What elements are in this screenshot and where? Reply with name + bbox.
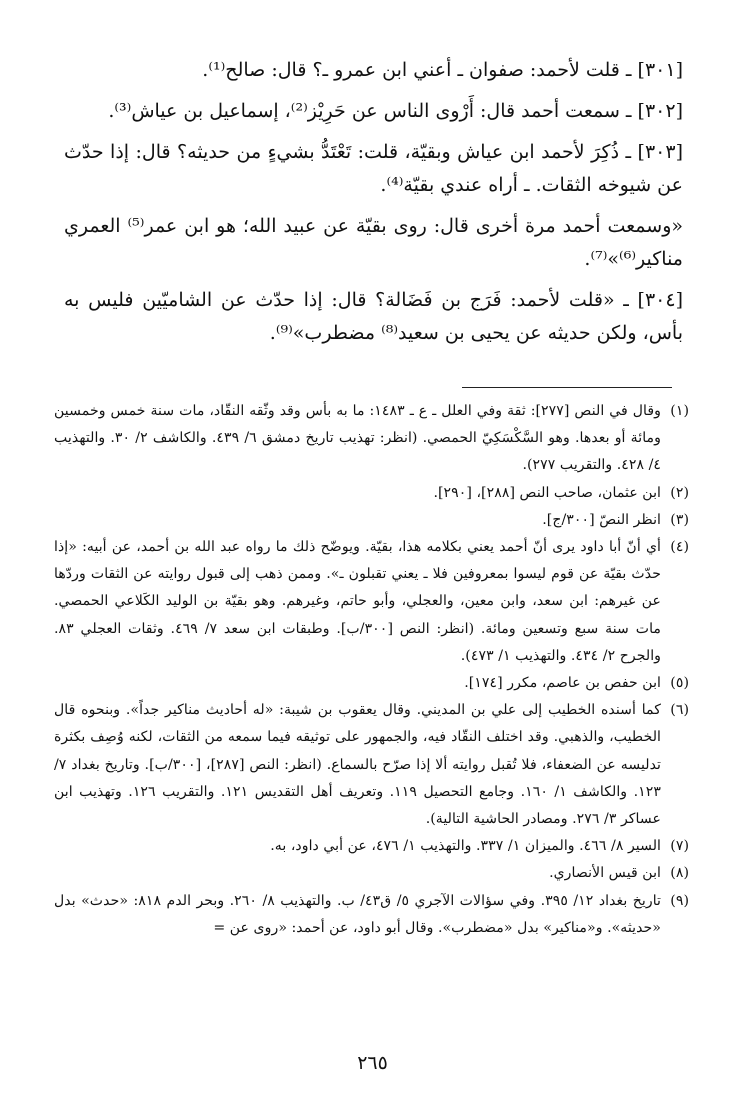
paragraph-301: [٣٠١] ـ قلت لأحمد: صفوان ـ أعني ابن عمرو ـ؟ قال: صالح⁽¹⁾. [202,59,683,81]
footnote-text: تاريخ بغداد ١٢/ ٣٩٥. وفي سؤالات الآجري ٥/ ق٤٣/ ب. والتهذيب ٨/ ٢٦٠. وبحر الدم ٨١٨: «حدث» بدل «حديثه». و«مناكير» بدل «مضطرب». وقال أبو داود، عن أحمد: «روى عن = [54,892,661,936]
footnote-3 [54,507,689,534]
footnote-text: ابن عثمان، صاحب النص [٢٨٨]، [٢٩٠]. [433,484,661,501]
footnote-9 [54,888,689,942]
footnote-text: السير ٨/ ٤٦٦. والميزان ١/ ٣٣٧. والتهذيب ١/ ٤٧٦، عن أبي داود، به. [270,838,661,855]
page-number: ٢٦٥ [357,1052,388,1074]
footnote-number: (١) [670,403,689,419]
footnote-text: أي أنّ أبا داود يرى أنّ أحمد يعني بكلامه هذا، بقيّة. ويوضّح ذلك ما رواه عبد الله بن أحمد، عن أبيه: «إذا حدّث بقيّة عن قوم ليسوا بمعروفين فلا ـ يعني تقبلون ـ». وممن ذهب إلى قبول روايته عن الثقات وردّها عن غيرهم: ابن سعد، وابن معين، والعجلي، وأبو حاتم، وغيرهم. وهو بقيّة بن الوليد الكَلاعي الحمصي. مات سنة سبع وتسعين ومائة. (انظر: النص [٣٠٠/ب]. وطبقات ابن سعد ٧/ ٤٦٩. وثقات العجلي ٨٣. والجرح ٢/ ٤٣٤. والتهذيب ١/ ٤٧٣). [54,539,661,664]
footnote-text: ابن حفص بن عاصم، مكرر [١٧٤]. [464,675,661,692]
footnote-number: (٤) [670,539,689,556]
footnote-5 [54,670,689,697]
footnote-text: وقال في النص [٢٧٧]: ثقة وفي العلل ـ ع ـ ١٤٨٣: ما به بأس وقد وثّقه النقّاد، مات سنة خمس وخمسين ومائة أو بعدها. وهو السَّكْسَكِيّ الحمصي. (انظر: تهذيب تاريخ دمشق ٦/ ٤٣٩. والكاشف ٢/ ٣٠. والتهذيب ٤/ ٤٢٨. والتقريب ٢٧٧). [54,403,661,474]
footnote-number: (٦) [670,702,689,719]
paragraph-304: [٣٠٤] ـ «قلت لأحمد: فَرَج بن فَضَالة؟ قال: إذا حدّث عن الشاميّين فليس به بأس، ولكن حديثه عن يحيى بن سعيد⁽⁸⁾ مضطرب»⁽⁹⁾. [64,289,683,344]
footnote-text: ابن قيس الأنصاري. [549,865,661,882]
footnote-number: (٩) [670,892,689,909]
main-text [64,54,683,358]
footnote-text: انظر النصّ [٣٠٠/ج]. [542,511,661,528]
paragraph-302: [٣٠٢] ـ سمعت أحمد قال: أَرْوى الناس عن حَرِيْز⁽²⁾، إسماعيل بن عياش⁽³⁾. [108,100,683,122]
footnote-1 [54,398,689,480]
footnote-number: (٧) [670,838,689,855]
footnote-number: (٥) [670,675,689,692]
footnote-text: كما أسنده الخطيب إلى علي بن المديني. وقال يعقوب بن شيبة: «له أحاديث مناكير جداً». وبنحوه قال الخطيب، والذهبي. وقد اختلف النقّاد فيه، والجمهور على توثيقه فيما سمعه من الثقات، لكنه وُصِف بكثرة تدليسه عن الضعفاء، فلا تُقبل روايته ألا إذا صرّح بالسماع. (انظر: النص [٢٨٧]، [٣٠٠/ب]. وتاريخ بغداد ٧/ ١٢٣. والكاشف ١/ ١٦٠. وجامع التحصيل ١١٩. وتعريف أهل التقديس ١٢١. والتقريب ١٢٦. وتهذيب ابن عساكر ٣/ ٢٧٦. ومصادر الحاشية التالية). [54,702,662,828]
paragraph-303-addendum: «وسمعت أحمد مرة أخرى قال: روى بقيّة عن عبيد الله؛ هو ابن عمر⁽⁵⁾ العمري مناكير⁽⁶⁾»⁽⁷⁾. [64,215,684,270]
footnotes [54,398,689,942]
footnote-6 [54,697,689,833]
footnote-number: (٣) [670,511,689,528]
footnote-2 [54,480,689,507]
footnote-7 [54,833,689,860]
footnote-8 [54,860,689,887]
footnote-number: (٢) [670,484,689,501]
footnote-4 [54,534,689,670]
paragraph-303: [٣٠٣] ـ ذُكِرَ لأحمد ابن عياش وبقيّة، قلت: تَعْتَدُّ بشيءٍ من حديثه؟ قال: إذا حدّث عن شيوخه الثقات. ـ أراه عندي بقيّة⁽⁴⁾. [64,141,683,196]
footnote-number: (٨) [670,865,689,882]
footnote-separator [462,387,672,388]
